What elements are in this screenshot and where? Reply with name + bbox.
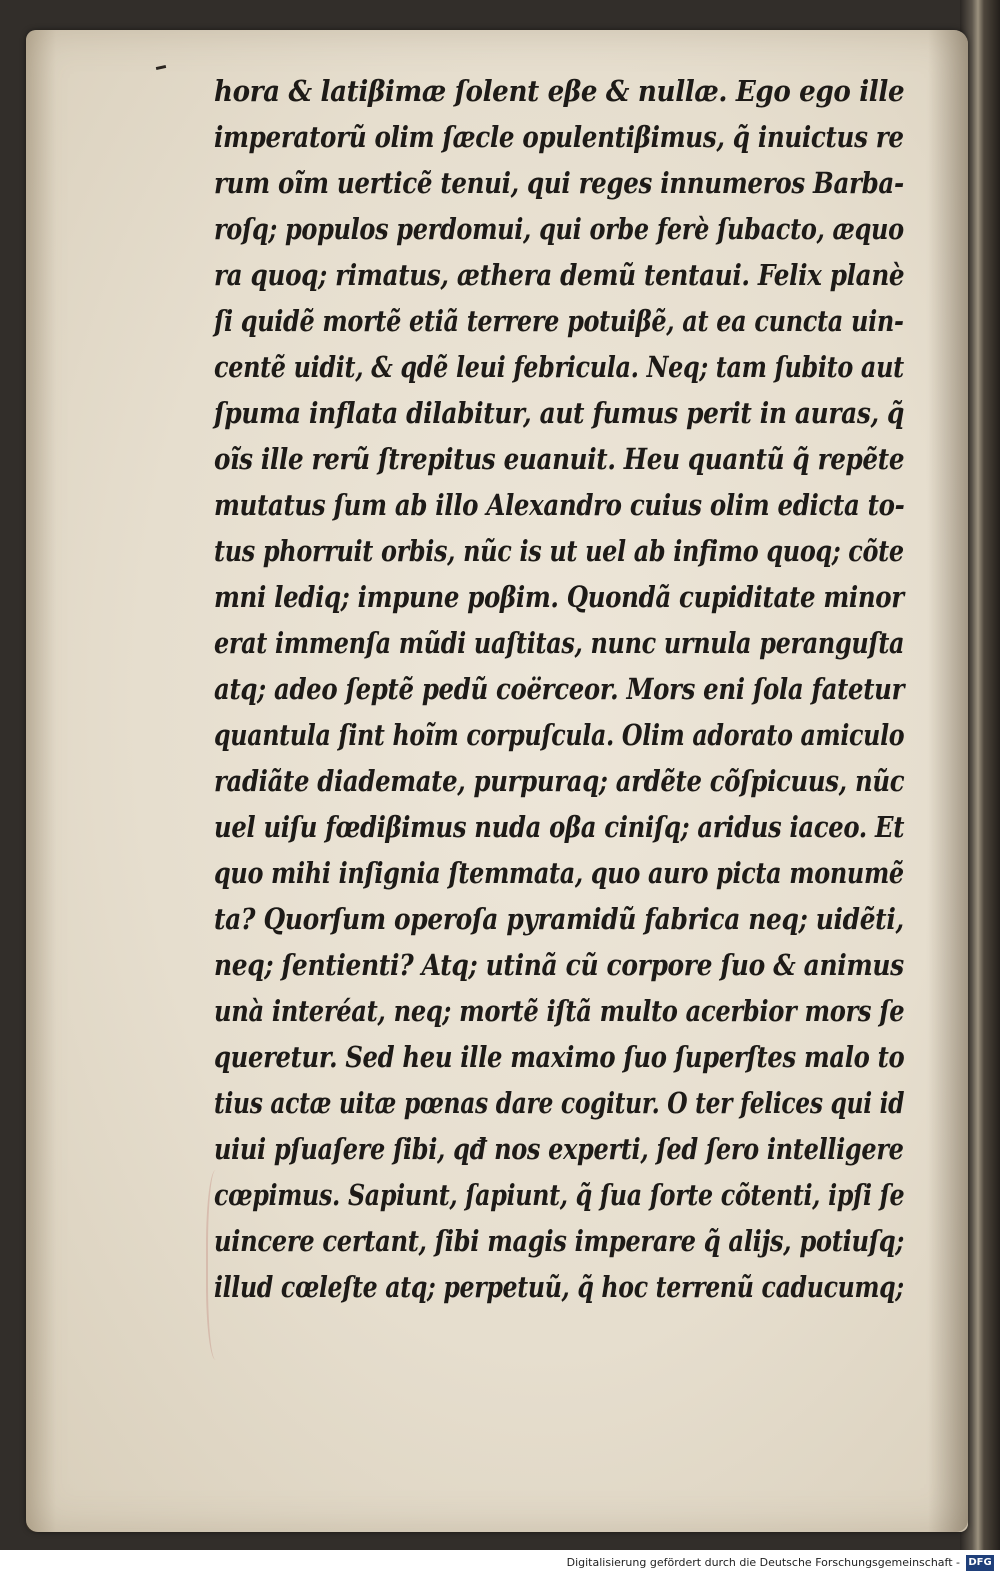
footer-bar <box>0 1550 1000 1578</box>
text-line: queretur. Sed heu ille maximo ſuo ſuperſtes malo to <box>214 1040 905 1074</box>
text-line: uincere certant, ſibi magis imperare q̃ alijs, potiuſq; <box>214 1224 904 1258</box>
text-line: oĩs ille rerũ ſtrepitus euanuit. Heu quantũ q̃ repẽte <box>214 442 905 476</box>
text-line: unà interéat, neq; mortẽ iſtã multo acerbior mors ſe <box>214 994 905 1028</box>
text-line: quo mihi inſignia ſtemmata, quo auro picta monumẽ <box>214 856 904 890</box>
text-line: ſpuma inflata dilabitur, aut fumus perit in auras, q̃ <box>214 396 905 430</box>
text-line: imperatorũ olim ſæcle opulentiβimus, q̃ inuictus re <box>214 120 904 154</box>
text-line: cœpimus. Sapiunt, ſapiunt, q̃ ſua ſorte cõtenti, ipſi ſe <box>214 1178 905 1212</box>
text-line: neq; ſentienti? Atq; utinã cũ corpore ſuo & animus <box>214 948 904 982</box>
text-line: illud cœleſte atq; perpetuũ, q̃ hoc terrenũ caducumq; <box>214 1270 904 1304</box>
text-line: tius actæ uitæ pœnas dare cogitur. O ter felices qui id <box>214 1086 905 1120</box>
text-line: mutatus ſum ab illo Alexandro cuius olim edicta to- <box>214 488 905 522</box>
text-line: uel uiſu fœdiβimus nuda oβa ciniſq; aridus iaceo. Et <box>214 810 905 844</box>
text-line: erat immenſa mũdi uaſtitas, nunc urnula peranguſta <box>214 626 905 660</box>
page-edge-shadow <box>928 30 968 1532</box>
text-line: radiãte diademate, purpuraq; ardẽte cõſpicuus, nũc <box>214 764 905 798</box>
text-line: rum oĩm uerticẽ tenui, qui reges innumeros Barba- <box>214 166 904 200</box>
text-line: ſi quidẽ mortẽ etiã terrere potuiβẽ, at ea cuncta uin- <box>214 304 904 338</box>
text-line: centẽ uidit, & qdẽ leui febricula. Neq; tam ſubito aut <box>214 350 904 384</box>
text-line: roſq; populos perdomui, qui orbe ferè ſubacto, æquo <box>214 212 904 246</box>
text-line: quantula ſint hoĩm corpuſcula. Olim adorato amiculo <box>214 718 905 752</box>
text-line: atq; adeo ſeptẽ pedũ coërceor. Mors eni ſola fatetur <box>214 672 905 706</box>
text-line: ta? Quorſum operoſa pyramidũ fabrica neq; uidẽti, <box>214 902 904 936</box>
page-text <box>214 68 914 1310</box>
page-gutter-shadow <box>26 30 56 1532</box>
dfg-logo: DFG <box>966 1555 994 1571</box>
text-line: ra quoq; rimatus, æthera demũ tentaui. Felix planè <box>214 258 905 292</box>
footer-credit: Digitalisierung gefördert durch die Deutsche Forschungsgemeinschaft - <box>566 1556 960 1569</box>
text-line: tus phorruit orbis, nũc is ut uel ab infimo quoq; cõte <box>214 534 904 568</box>
text-line: uiui pſuaſere ſibi, qđ nos experti, ſed ſero intelligere <box>214 1132 904 1166</box>
text-line: hora & latiβimæ ſolent eβe & nullæ. Ego ego ille <box>214 74 905 108</box>
text-line: mni lediq; impune poβim. Quondã cupiditate minor <box>214 580 904 614</box>
